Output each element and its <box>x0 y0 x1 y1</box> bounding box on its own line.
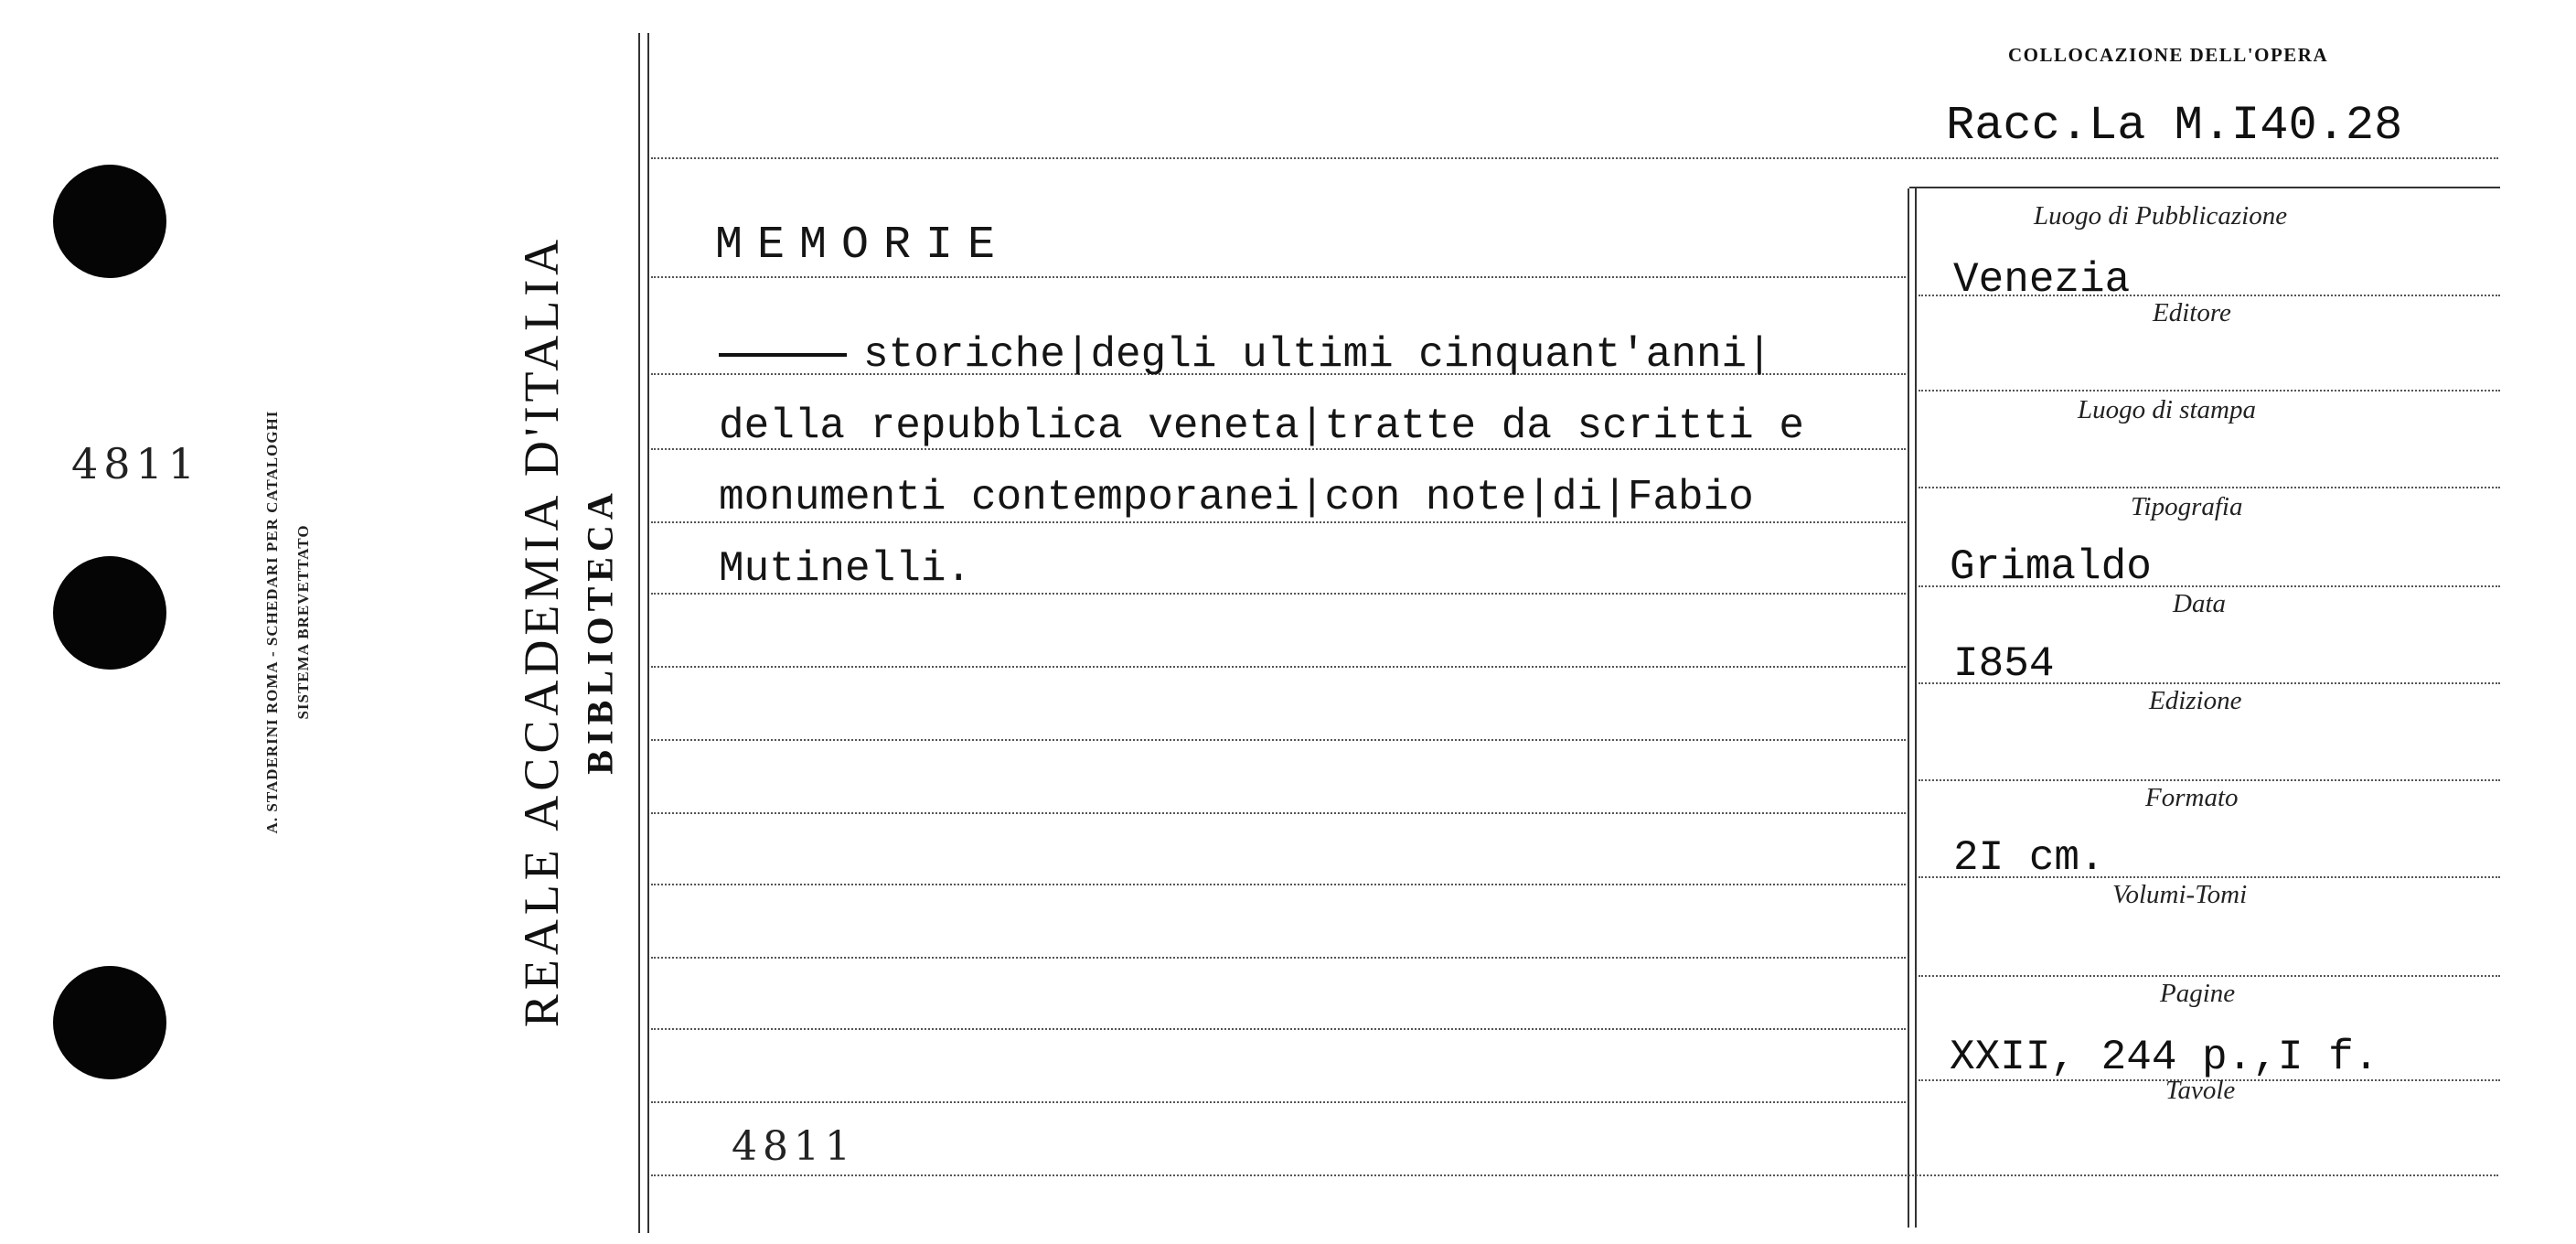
ruled-line <box>651 1174 2498 1176</box>
bottom-catalog-number: 4811 <box>732 1123 856 1170</box>
punch-hole-bottom <box>53 966 166 1079</box>
tavole-label: Tavole <box>2165 1076 2236 1105</box>
institution-name: REALE ACCADEMIA D'ITALIA <box>514 234 569 1028</box>
maker-line-2: SISTEMA BREVETTATO <box>294 524 312 720</box>
maker-line-1: A. STADERINI ROMA - SCHEDARI PER CATALOGHI <box>263 410 281 834</box>
ruled-line <box>651 276 1906 278</box>
formato-value: 2I cm. <box>1953 834 2105 882</box>
pagine-value: XXII, 244 p.,I f. <box>1950 1034 2379 1081</box>
editore-label: Editore <box>2153 298 2231 327</box>
tipografia-label: Tipografia <box>2131 492 2243 521</box>
panel-top-line <box>1909 187 2500 188</box>
pagine-label: Pagine <box>2160 979 2236 1008</box>
panel-border-line-1 <box>1908 188 1909 1228</box>
collocazione-heading: COLLOCAZIONE DELL'OPERA <box>2008 44 2329 66</box>
punch-hole-top <box>53 165 166 278</box>
ruled-line <box>651 739 1906 741</box>
punch-hole-middle <box>53 556 166 670</box>
volumi-tomi-label: Volumi-Tomi <box>2112 880 2248 909</box>
left-border-line-1 <box>638 33 640 1233</box>
tipografia-value: Grimaldo <box>1950 543 2152 591</box>
ruled-line <box>651 157 2498 159</box>
data-label: Data <box>2173 589 2226 618</box>
ruled-line <box>651 521 1906 523</box>
maker-imprint <box>257 411 319 834</box>
ruled-line <box>651 1101 1906 1103</box>
panel-ruled-line <box>1919 975 2500 977</box>
ruled-line <box>651 884 1906 885</box>
entry-heading: MEMORIE <box>715 220 1010 272</box>
ruled-line <box>651 812 1906 814</box>
ruled-line <box>651 1028 1906 1030</box>
entry-line-1-text: storiche|degli ultimi cinquant'anni| <box>863 331 1772 379</box>
panel-ruled-line <box>1919 487 2500 488</box>
ruled-line <box>651 593 1906 595</box>
panel-ruled-line <box>1919 390 2500 391</box>
shelfmark: Racc.La M.I40.28 <box>1946 99 2403 153</box>
formato-label: Formato <box>2145 783 2239 812</box>
luogo-pubblicazione-label: Luogo di Pubblicazione <box>2034 201 2288 231</box>
side-catalog-number: 4811 <box>71 439 201 488</box>
left-border-line-2 <box>647 33 649 1233</box>
luogo-stampa-label: Luogo di stampa <box>2078 395 2256 424</box>
panel-border-line-2 <box>1915 188 1917 1228</box>
edizione-label: Edizione <box>2149 686 2242 715</box>
entry-line-2: della repubblica veneta|tratte da scritti e <box>719 402 1804 450</box>
entry-line-1 <box>719 331 1772 379</box>
luogo-pubblicazione-value: Venezia <box>1953 256 2131 304</box>
data-value: I854 <box>1953 640 2055 688</box>
library-name: BIBLIOTECA <box>579 488 621 775</box>
ruled-line <box>651 666 1906 668</box>
repeat-dash <box>719 353 847 357</box>
entry-line-3: monumenti contemporanei|con note|di|Fabio <box>719 474 1754 521</box>
panel-ruled-line <box>1919 779 2500 781</box>
entry-line-4: Mutinelli. <box>719 545 972 593</box>
ruled-line <box>651 957 1906 959</box>
